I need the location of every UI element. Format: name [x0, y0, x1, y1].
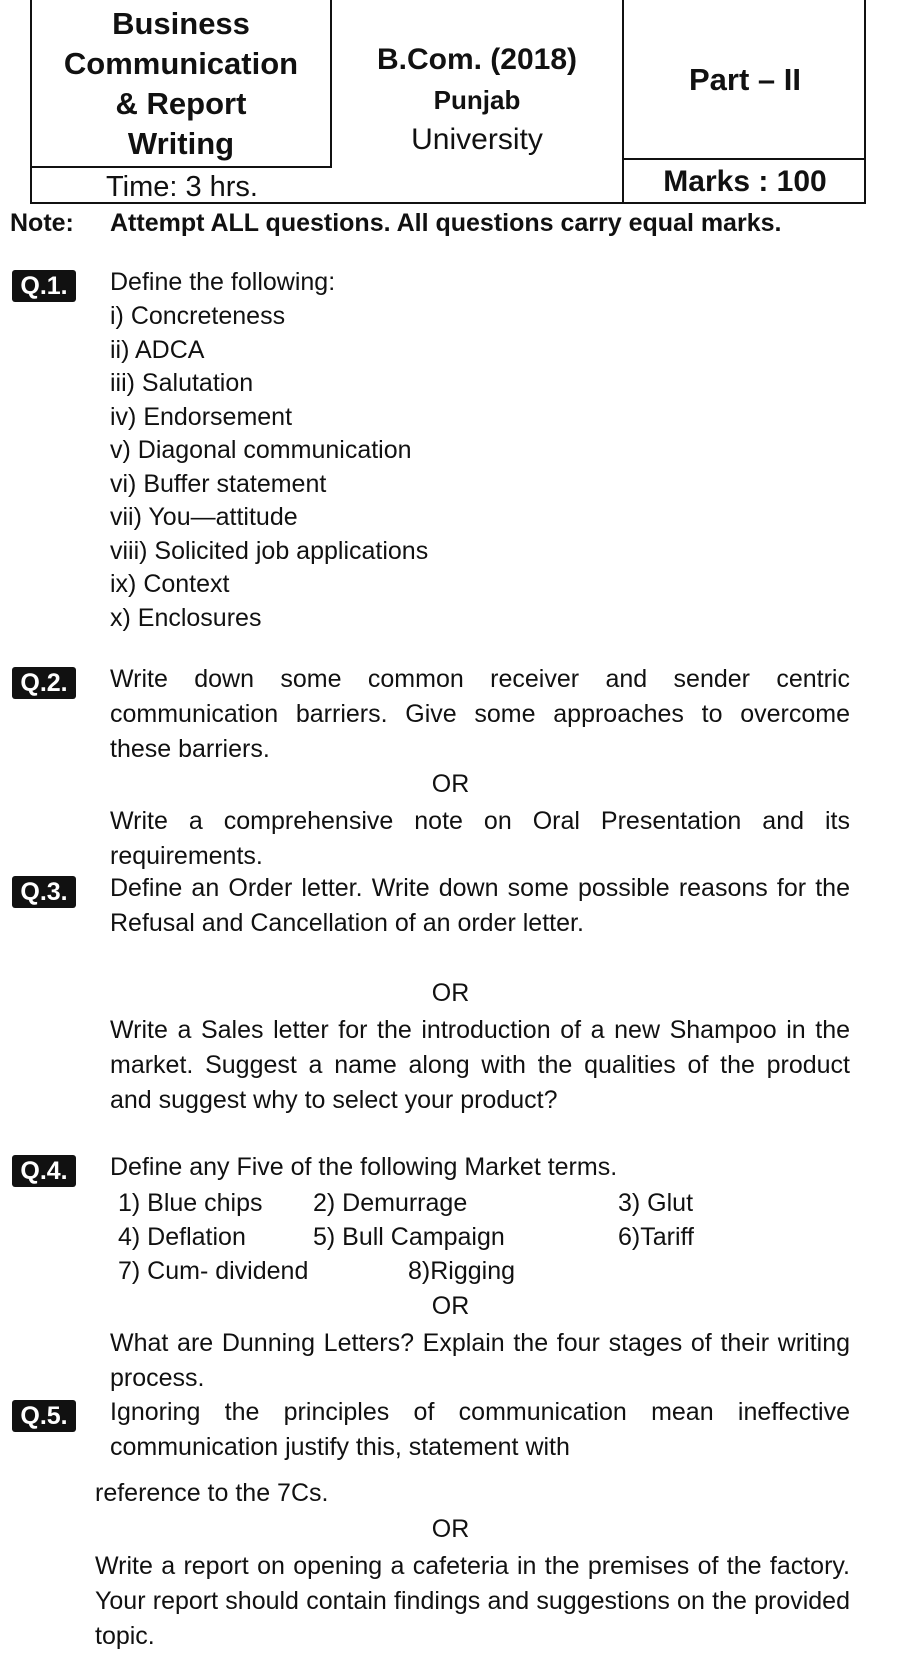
question-3-badge: Q.3. — [12, 876, 76, 908]
list-item: ii) ADCA — [110, 335, 205, 364]
question-5-part-b: Write a report on opening a cafeteria in the premises of the factory. Your report should contain findings and suggestions on the provided topic. — [95, 1552, 850, 1650]
list-item: vi) Buffer statement — [110, 469, 327, 498]
subject-line: Communication — [63, 46, 299, 81]
course-name: B.Com. (2018) — [376, 43, 578, 76]
term-item: 3) Glut — [618, 1189, 694, 1217]
list-item: iii) Salutation — [110, 369, 254, 397]
exam-note — [10, 205, 850, 241]
question-1-badge: Q.1. — [12, 270, 76, 302]
subject-line: & Report — [115, 86, 247, 121]
list-item: ix) Context — [110, 570, 230, 598]
term-item: 2) Demurrage — [313, 1189, 468, 1217]
question-4-badge: Q.4. — [12, 1155, 76, 1187]
exam-header — [30, 0, 866, 204]
question-4-part-b: What are Dunning Letters? Explain the four stages of their writing process. — [110, 1329, 850, 1392]
university-line: Punjab — [433, 85, 521, 115]
question-4-part-a: Define any Five of the following Market terms. — [110, 1153, 618, 1181]
question-5-badge: Q.5. — [12, 1400, 76, 1432]
subject-line: Business — [112, 6, 250, 41]
subject-line: Writing — [127, 126, 235, 161]
question-3-part-a: Define an Order letter. Write down some possible reasons for the Refusal and Cancellation of an order letter. — [110, 874, 850, 937]
exam-time: Time: 3 hrs. — [32, 166, 332, 204]
list-item: vii) You—attitude — [110, 503, 298, 531]
exam-part: Part – II — [624, 0, 866, 160]
question-5-part-a-cont: reference to the 7Cs. — [95, 1479, 329, 1507]
question-2-part-a: Write down some common receiver and sender centric communication barriers. Give some approaches to overcome these barriers. — [110, 665, 850, 763]
term-item: 5) Bull Campaign — [313, 1223, 505, 1251]
term-item: 6)Tariff — [618, 1223, 694, 1251]
question-2-badge: Q.2. — [12, 667, 76, 699]
question-2-part-b: Write a comprehensive note on Oral Presentation and its requirements. — [110, 807, 850, 870]
term-item: 7) Cum- dividend — [118, 1257, 309, 1285]
question-4-or: OR — [431, 1292, 470, 1320]
term-item: 8)Rigging — [408, 1257, 516, 1285]
list-item: i) Concreteness — [110, 302, 286, 330]
question-1-prompt: Define the following: — [110, 268, 336, 296]
note-label: Note: — [10, 209, 74, 237]
list-item: x) Enclosures — [110, 603, 262, 632]
note-text: Attempt ALL questions. All questions carry equal marks. — [110, 209, 782, 237]
question-4-terms — [118, 1186, 838, 1288]
question-2-or: OR — [431, 770, 470, 798]
question-3-or: OR — [431, 979, 470, 1007]
term-item: 1) Blue chips — [118, 1189, 263, 1217]
question-5-part-a: Ignoring the principles of communication mean ineffective communication justify this, statement with — [110, 1398, 850, 1461]
course-info — [332, 0, 624, 204]
question-1-list — [110, 300, 810, 635]
term-item: 4) Deflation — [118, 1223, 246, 1251]
question-5-or: OR — [431, 1515, 470, 1543]
university-line: University — [411, 123, 543, 156]
list-item: v) Diagonal communication — [110, 436, 412, 464]
list-item: viii) Solicited job applications — [110, 536, 429, 565]
exam-marks: Marks : 100 — [663, 165, 827, 198]
question-3-part-b: Write a Sales letter for the introduction of a new Shampoo in the market. Suggest a name along with the qualities of the product and suggest why to select your product? — [110, 1016, 850, 1114]
subject-title — [32, 0, 332, 166]
list-item: iv) Endorsement — [110, 402, 293, 431]
